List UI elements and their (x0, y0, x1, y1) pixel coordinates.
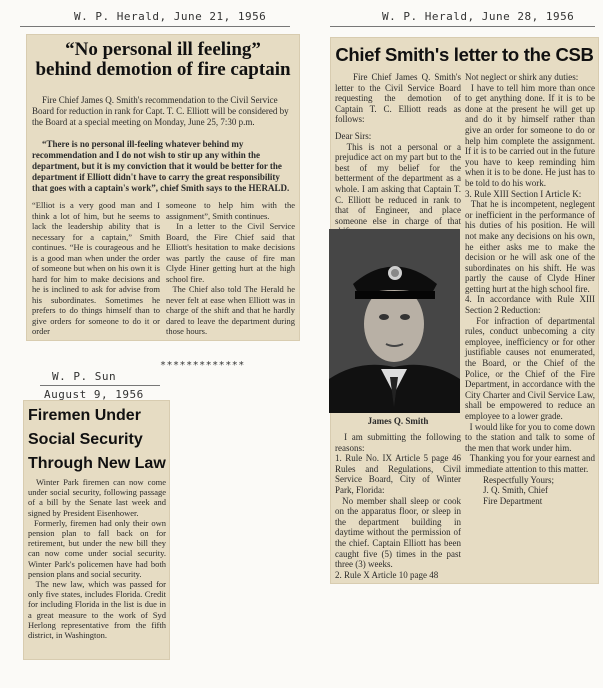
article-social-security-clipping (24, 401, 169, 659)
article-letter-intro: Fire Chief James Q. Smith's letter to the Civil Service Board requesting the demotion of Captain T. C. Elliott reads as follows: (335, 72, 464, 125)
header-rule-right (330, 26, 595, 27)
herald-date-left: W. P. Herald, June 21, 1956 (74, 10, 267, 23)
asterisk-separator: ************* (160, 360, 245, 371)
article-demotion-col1: “Elliot is a very good man and I think a lot of him, but he seems to lack the leadership ability that is necessary for a captain,” Smith continues. “He is courageous and he is a good man when under the order of someone but when on his own it is hard for him to make decisions and he is inclined to ask for advise from his subordinates. Sometimes he prefers to do things himself than to give orders for someone to do it or order (32, 200, 163, 336)
sun-date: August 9, 1956 (44, 388, 144, 401)
article-letter-salutation-body: Dear Sirs: This is not a personal or a prejudice act on my part but to the best of my belief for the betterment of the department as a whole. I am asking that Captain T. C. Elliott be reduced in rank to that of Engineer, and place someone else in charge of that (335, 131, 462, 226)
article-letter-reasons: I am submitting the following reasons: 1. Rule No. IX Article 5 page 46 Rules and Regulations, Civil Service Board, City of Winter Park, Florida: No member shall sleep or cook on the apparatus floor, or sleep in the department building in daytime without the permission of the chief. Captain Elliott has been caught five (5) times in the past three (3) weeks. 2. Rule X Article 10 page 48 (335, 432, 462, 580)
article-letter-col2: Not neglect or shirk any duties: I have to tell him more than once to get anything done. If it is to be done at the present he will get up and do it by himself rather than give an order for someone to do or help him complete the assignment. If it is to be carried out in the future you have to keep reminding him when it is to be done. He just has to be told to do his work. 3. Rule XIII Section I Article K: That he is incompetent, neglegent or inefficient in the performance of his duties of his position. He will not make any decisions on his own, he either asks me to make the decision or he will ask one of the subordinates on his shift. He was partly the cause of Clyde Hiner getting hurt at the high school fire. 4. In accordance with Rule XIII Section 2 Reduction: For infraction of departmental rules, conduct unbecoming a city employee, inefficiency or for other justifiable causes not enumerated, the Board, or the Chief of the Police, or the Chief of the Fire Department, in accordance with the City Charter and Civil Service Law, shall be empowered to reduce an employee to a lower grade. I would like for you to come down to the station and talk to some of the men that work under him. Thanking you for your earnest and immediate attention to this matter. Respectfully Yours; J. Q. Smith, Chief Fire Department (465, 72, 596, 506)
sun-label: W. P. Sun (52, 370, 117, 383)
photo-caption: James Q. Smith (367, 416, 429, 426)
article-letter-headline: Chief Smith's letter to the CSB (335, 44, 594, 65)
header-rule-left (20, 26, 290, 27)
article-demotion-headline: “No personal ill feeling” behind demotion of fire captain (35, 39, 291, 80)
article-demotion-clipping (27, 35, 299, 340)
article-social-security-headline: Firemen Under Social Security Through New Law (28, 407, 166, 472)
article-demotion-quote: “There is no personal ill-feeling whatever behind my recommendation and I do not wish to stir up any within the department, but it is my conviction that it would be better for the department if Elliott didn't have to carry the great responsibility that goes with a captain's work”, chief Smith says to the HERALD. (32, 139, 290, 193)
article-demotion-col2: someone to help him with the assignment”, Smith continues. In a letter to the Civil Service Board, the Fire Chief said that Elliott's hesitation to make decisions was partly the cause of fire man Clyde Hiner getting hurt at the high school fire. The Chief also told The Herald he never felt at ease when Elliott was in charge of the shift and that he hardly dared to leave the department during those hours. (166, 200, 296, 336)
article-demotion-lead: Fire Chief James Q. Smith's recommendation to the Civil Service Board for reduction in rank for Capt. T. C. Elliott will be considered by the Board at a special meeting on Monday, June 25, 7:30 p.m. (32, 95, 291, 127)
chief-portrait-image (329, 229, 460, 413)
sun-rule-top (40, 385, 160, 386)
chief-smith-photo (329, 229, 460, 413)
herald-date-right: W. P. Herald, June 28, 1956 (382, 10, 575, 23)
article-social-security-body: Winter Park firemen can now come under social security, following passage of a bill by the Senate last week and signed by President Eisenhower. Formerly, firemen had only their own pension plan to fall back on for retirement, but under the new bill they can now come under social security. Winter Park's policemen have had both pension plans and social security. The new law, which was passed for only five states, includes Florida. Credit for including Florida in the list is due in a great measure to the work of Syd Herlong representative from the fifth district, in Washington. (28, 477, 167, 641)
